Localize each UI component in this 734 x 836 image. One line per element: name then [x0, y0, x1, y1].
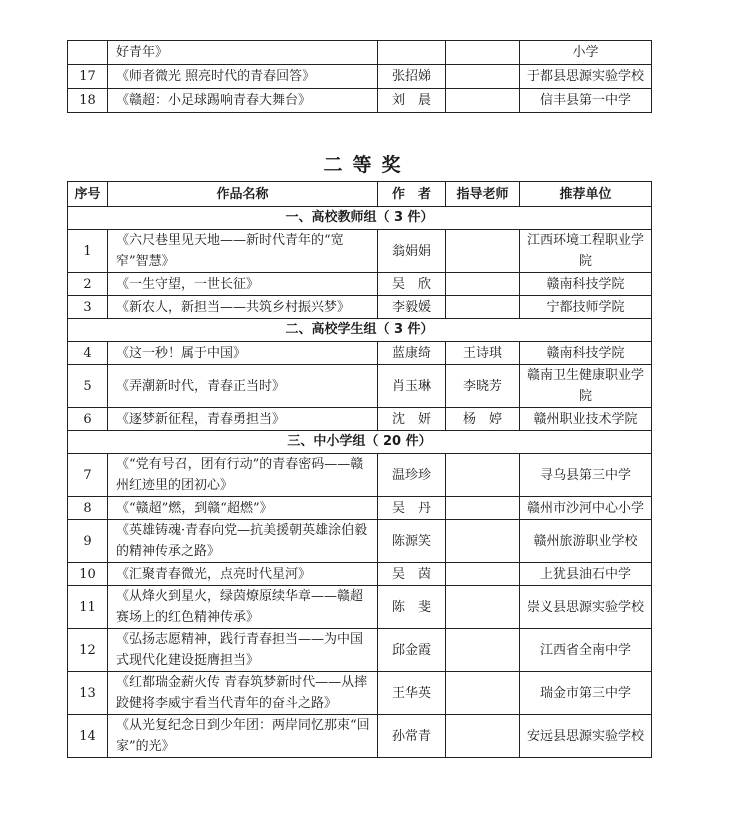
table-row — [68, 230, 652, 273]
author: 王华英 — [378, 672, 446, 715]
row-number: 11 — [68, 586, 108, 629]
author: 邱金霞 — [378, 629, 446, 672]
work-title: 《师者微光 照亮时代的青春回答》 — [108, 65, 378, 89]
author: 肖玉琳 — [378, 365, 446, 408]
group-label: 三、中小学组（ 20 件） — [68, 431, 652, 454]
group-row — [68, 431, 652, 454]
row-number: 18 — [68, 89, 108, 113]
work-title: 《这一秒！属于中国》 — [108, 342, 378, 365]
group-label: 二、高校学生组（ 3 件） — [68, 319, 652, 342]
teacher — [446, 273, 520, 296]
work-title: 《六尺巷里见天地——新时代青年的“宽窄”智慧》 — [108, 230, 378, 273]
author: 吴 茵 — [378, 563, 446, 586]
work-title: 《“党有号召，团有行动”的青春密码——赣州红迹里的团初心》 — [108, 454, 378, 497]
table-row — [68, 586, 652, 629]
table-row — [68, 296, 652, 319]
work-title: 《“赣超”燃，到赣“超燃”》 — [108, 497, 378, 520]
group-label: 一、高校教师组（ 3 件） — [68, 207, 652, 230]
work-title: 《逐梦新征程，青春勇担当》 — [108, 408, 378, 431]
work-title: 《从光复纪念日到少年团：两岸同忆那束“回家”的光》 — [108, 715, 378, 758]
teacher — [446, 230, 520, 273]
row-number: 17 — [68, 65, 108, 89]
row-number: 10 — [68, 563, 108, 586]
work-title: 《赣超：小足球踢响青春大舞台》 — [108, 89, 378, 113]
header-no: 序号 — [68, 182, 108, 207]
author: 孙常青 — [378, 715, 446, 758]
table-row — [68, 342, 652, 365]
work-title: 《一生守望，一世长征》 — [108, 273, 378, 296]
table-row — [68, 408, 652, 431]
row-number: 13 — [68, 672, 108, 715]
table-header-row — [68, 182, 652, 207]
table-row — [68, 65, 652, 89]
row-number: 6 — [68, 408, 108, 431]
table-row — [68, 454, 652, 497]
work-title: 《弘扬志愿精神，践行青春担当——为中国式现代化建设挺膺担当》 — [108, 629, 378, 672]
table-row — [68, 715, 652, 758]
work-title: 《新农人，新担当——共筑乡村振兴梦》 — [108, 296, 378, 319]
teacher — [446, 65, 520, 89]
teacher — [446, 672, 520, 715]
author: 张招娣 — [378, 65, 446, 89]
work-title: 《红都瑞金薪火传 青春筑梦新时代——从摔跤健将李威宇看当代青年的奋斗之路》 — [108, 672, 378, 715]
row-number: 1 — [68, 230, 108, 273]
unit: 赣州市沙河中心小学 — [520, 497, 652, 520]
unit: 寻乌县第三中学 — [520, 454, 652, 497]
teacher — [446, 41, 520, 65]
table-row — [68, 89, 652, 113]
author: 温珍珍 — [378, 454, 446, 497]
author: 陈源笑 — [378, 520, 446, 563]
unit: 宁都技师学院 — [520, 296, 652, 319]
unit: 上犹县油石中学 — [520, 563, 652, 586]
teacher — [446, 715, 520, 758]
work-title: 《汇聚青春微光，点亮时代星河》 — [108, 563, 378, 586]
teacher — [446, 89, 520, 113]
group-row — [68, 207, 652, 230]
table-row — [68, 563, 652, 586]
unit: 信丰县第一中学 — [520, 89, 652, 113]
teacher: 王诗琪 — [446, 342, 520, 365]
row-number: 12 — [68, 629, 108, 672]
teacher — [446, 520, 520, 563]
work-title: 《英雄铸魂·青春向党—抗美援朝英雄涂伯毅的精神传承之路》 — [108, 520, 378, 563]
row-number: 3 — [68, 296, 108, 319]
row-number: 9 — [68, 520, 108, 563]
unit: 崇义县思源实验学校 — [520, 586, 652, 629]
teacher — [446, 497, 520, 520]
author: 蓝康绮 — [378, 342, 446, 365]
work-title: 《从烽火到星火，绿茵燎原续华章——赣超赛场上的红色精神传承》 — [108, 586, 378, 629]
unit: 于都县思源实验学校 — [520, 65, 652, 89]
unit: 赣州职业技术学院 — [520, 408, 652, 431]
author: 翁娟娟 — [378, 230, 446, 273]
header-title: 作品名称 — [108, 182, 378, 207]
author: 刘 晨 — [378, 89, 446, 113]
teacher — [446, 454, 520, 497]
continued-table — [67, 40, 652, 113]
section-title: 二等奖 — [323, 154, 411, 176]
group-row — [68, 319, 652, 342]
row-number: 14 — [68, 715, 108, 758]
row-number: 4 — [68, 342, 108, 365]
table-row — [68, 520, 652, 563]
header-unit: 推荐单位 — [520, 182, 652, 207]
table-row — [68, 629, 652, 672]
table-row — [68, 41, 652, 65]
table-row — [68, 497, 652, 520]
unit: 小学 — [520, 41, 652, 65]
unit: 赣南卫生健康职业学院 — [520, 365, 652, 408]
table-row — [68, 273, 652, 296]
teacher — [446, 586, 520, 629]
teacher: 杨 婷 — [446, 408, 520, 431]
table-row — [68, 672, 652, 715]
work-title: 《弄潮新时代，青春正当时》 — [108, 365, 378, 408]
author: 吴 欣 — [378, 273, 446, 296]
unit: 江西省全南中学 — [520, 629, 652, 672]
row-number: 2 — [68, 273, 108, 296]
header-author: 作 者 — [378, 182, 446, 207]
unit: 赣南科技学院 — [520, 342, 652, 365]
table-row — [68, 365, 652, 408]
row-number: 8 — [68, 497, 108, 520]
author: 沈 妍 — [378, 408, 446, 431]
author: 李毅媛 — [378, 296, 446, 319]
author: 陈 斐 — [378, 586, 446, 629]
unit: 赣州旅游职业学校 — [520, 520, 652, 563]
row-number: 5 — [68, 365, 108, 408]
unit: 赣南科技学院 — [520, 273, 652, 296]
row-number — [68, 41, 108, 65]
teacher — [446, 296, 520, 319]
second-prize-table — [67, 181, 652, 758]
row-number: 7 — [68, 454, 108, 497]
teacher — [446, 563, 520, 586]
unit: 江西环境工程职业学院 — [520, 230, 652, 273]
author: 吴 丹 — [378, 497, 446, 520]
work-title: 好青年》 — [108, 41, 378, 65]
unit: 瑞金市第三中学 — [520, 672, 652, 715]
unit: 安远县思源实验学校 — [520, 715, 652, 758]
teacher: 李晓芳 — [446, 365, 520, 408]
header-teacher: 指导老师 — [446, 182, 520, 207]
author — [378, 41, 446, 65]
teacher — [446, 629, 520, 672]
